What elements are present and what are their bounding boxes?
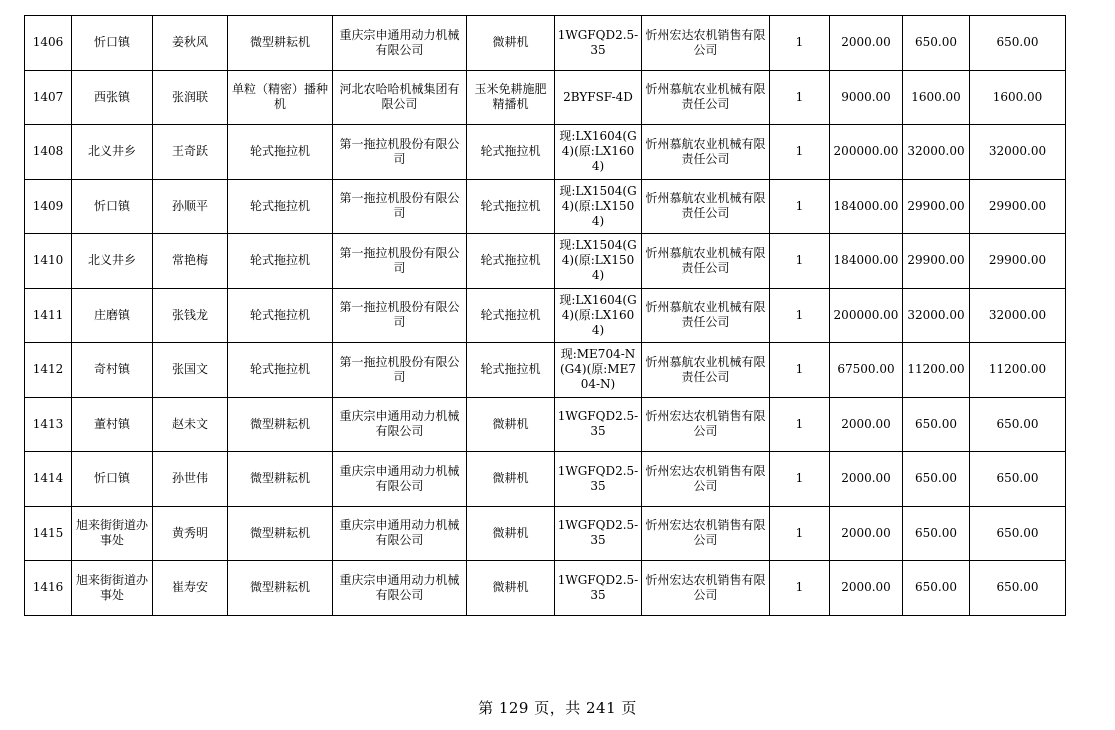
cell-model-number: 1WGFQD2.5-35: [555, 561, 642, 616]
page-footer: 第 129 页，共 241 页: [478, 699, 637, 717]
cell-town: 庄磨镇: [72, 288, 153, 343]
cell-subsidy: 29900.00: [903, 234, 970, 289]
cell-product-name: 轮式拖拉机: [467, 125, 555, 180]
cell-row-number: 1408: [25, 125, 72, 180]
cell-machine-category: 单粒（精密）播种机: [228, 70, 333, 125]
cell-machine-category: 轮式拖拉机: [228, 125, 333, 180]
cell-price: 67500.00: [830, 343, 903, 398]
cell-total-subsidy: 650.00: [970, 506, 1066, 561]
cell-manufacturer: 河北农哈哈机械集团有限公司: [333, 70, 467, 125]
cell-product-name: 微耕机: [467, 16, 555, 71]
cell-subsidy: 650.00: [903, 452, 970, 507]
cell-price: 2000.00: [830, 561, 903, 616]
cell-farmer-name: 孙世伟: [153, 452, 228, 507]
cell-town: 董村镇: [72, 397, 153, 452]
subsidy-table: [24, 15, 1066, 616]
cell-farmer-name: 崔寿安: [153, 561, 228, 616]
cell-product-name: 微耕机: [467, 506, 555, 561]
cell-machine-category: 轮式拖拉机: [228, 234, 333, 289]
cell-row-number: 1416: [25, 561, 72, 616]
cell-total-subsidy: 650.00: [970, 397, 1066, 452]
cell-price: 2000.00: [830, 397, 903, 452]
cell-total-subsidy: 650.00: [970, 452, 1066, 507]
cell-manufacturer: 第一拖拉机股份有限公司: [333, 343, 467, 398]
table-row: [25, 70, 1066, 125]
cell-row-number: 1415: [25, 506, 72, 561]
cell-dealer: 忻州宏达农机销售有限公司: [642, 452, 770, 507]
cell-farmer-name: 张钱龙: [153, 288, 228, 343]
cell-quantity: 1: [770, 179, 830, 234]
cell-subsidy: 650.00: [903, 506, 970, 561]
cell-town: 忻口镇: [72, 16, 153, 71]
cell-row-number: 1406: [25, 16, 72, 71]
cell-machine-category: 轮式拖拉机: [228, 343, 333, 398]
cell-row-number: 1411: [25, 288, 72, 343]
cell-town: 北义井乡: [72, 125, 153, 180]
cell-dealer: 忻州慕航农业机械有限责任公司: [642, 179, 770, 234]
cell-subsidy: 650.00: [903, 397, 970, 452]
cell-farmer-name: 常艳梅: [153, 234, 228, 289]
cell-product-name: 轮式拖拉机: [467, 343, 555, 398]
cell-price: 200000.00: [830, 288, 903, 343]
cell-model-number: 1WGFQD2.5-35: [555, 506, 642, 561]
table-row: [25, 561, 1066, 616]
cell-dealer: 忻州慕航农业机械有限责任公司: [642, 343, 770, 398]
cell-manufacturer: 重庆宗申通用动力机械有限公司: [333, 561, 467, 616]
table-row: [25, 179, 1066, 234]
cell-dealer: 忻州慕航农业机械有限责任公司: [642, 234, 770, 289]
cell-subsidy: 32000.00: [903, 288, 970, 343]
table-row: [25, 343, 1066, 398]
cell-farmer-name: 孙顺平: [153, 179, 228, 234]
cell-quantity: 1: [770, 561, 830, 616]
table-body: [25, 16, 1066, 616]
cell-product-name: 轮式拖拉机: [467, 234, 555, 289]
cell-subsidy: 650.00: [903, 16, 970, 71]
cell-total-subsidy: 11200.00: [970, 343, 1066, 398]
cell-model-number: 1WGFQD2.5-35: [555, 452, 642, 507]
cell-farmer-name: 王奇跃: [153, 125, 228, 180]
cell-town: 旭来街街道办事处: [72, 561, 153, 616]
cell-manufacturer: 第一拖拉机股份有限公司: [333, 125, 467, 180]
cell-dealer: 忻州宏达农机销售有限公司: [642, 561, 770, 616]
cell-quantity: 1: [770, 452, 830, 507]
cell-farmer-name: 张国文: [153, 343, 228, 398]
cell-subsidy: 29900.00: [903, 179, 970, 234]
cell-row-number: 1414: [25, 452, 72, 507]
cell-quantity: 1: [770, 234, 830, 289]
cell-row-number: 1410: [25, 234, 72, 289]
cell-manufacturer: 第一拖拉机股份有限公司: [333, 179, 467, 234]
cell-price: 200000.00: [830, 125, 903, 180]
cell-total-subsidy: 32000.00: [970, 288, 1066, 343]
cell-quantity: 1: [770, 16, 830, 71]
cell-total-subsidy: 1600.00: [970, 70, 1066, 125]
cell-farmer-name: 赵未文: [153, 397, 228, 452]
cell-product-name: 玉米免耕施肥精播机: [467, 70, 555, 125]
cell-machine-category: 微型耕耘机: [228, 506, 333, 561]
cell-subsidy: 1600.00: [903, 70, 970, 125]
table-row: [25, 452, 1066, 507]
cell-quantity: 1: [770, 343, 830, 398]
table-row: [25, 16, 1066, 71]
table-row: [25, 288, 1066, 343]
cell-product-name: 微耕机: [467, 561, 555, 616]
cell-dealer: 忻州慕航农业机械有限责任公司: [642, 70, 770, 125]
cell-row-number: 1412: [25, 343, 72, 398]
cell-manufacturer: 重庆宗申通用动力机械有限公司: [333, 506, 467, 561]
table-row: [25, 125, 1066, 180]
cell-town: 忻口镇: [72, 452, 153, 507]
cell-total-subsidy: 29900.00: [970, 179, 1066, 234]
cell-model-number: 1WGFQD2.5-35: [555, 16, 642, 71]
cell-model-number: 现:ME704-N(G4)(原:ME704-N): [555, 343, 642, 398]
cell-price: 184000.00: [830, 179, 903, 234]
cell-machine-category: 轮式拖拉机: [228, 288, 333, 343]
cell-dealer: 忻州慕航农业机械有限责任公司: [642, 125, 770, 180]
table-row: [25, 234, 1066, 289]
cell-manufacturer: 重庆宗申通用动力机械有限公司: [333, 397, 467, 452]
table-row: [25, 397, 1066, 452]
cell-model-number: 现:LX1604(G4)(原:LX1604): [555, 125, 642, 180]
cell-row-number: 1407: [25, 70, 72, 125]
cell-model-number: 现:LX1504(G4)(原:LX1504): [555, 179, 642, 234]
cell-machine-category: 微型耕耘机: [228, 397, 333, 452]
cell-manufacturer: 重庆宗申通用动力机械有限公司: [333, 16, 467, 71]
cell-price: 2000.00: [830, 506, 903, 561]
cell-dealer: 忻州宏达农机销售有限公司: [642, 16, 770, 71]
table-row: [25, 506, 1066, 561]
cell-model-number: 1WGFQD2.5-35: [555, 397, 642, 452]
cell-machine-category: 微型耕耘机: [228, 16, 333, 71]
cell-dealer: 忻州宏达农机销售有限公司: [642, 397, 770, 452]
cell-row-number: 1413: [25, 397, 72, 452]
cell-manufacturer: 第一拖拉机股份有限公司: [333, 288, 467, 343]
cell-machine-category: 轮式拖拉机: [228, 179, 333, 234]
cell-row-number: 1409: [25, 179, 72, 234]
cell-quantity: 1: [770, 70, 830, 125]
cell-farmer-name: 黄秀明: [153, 506, 228, 561]
cell-manufacturer: 重庆宗申通用动力机械有限公司: [333, 452, 467, 507]
cell-price: 2000.00: [830, 452, 903, 507]
cell-town: 忻口镇: [72, 179, 153, 234]
cell-quantity: 1: [770, 125, 830, 180]
cell-model-number: 2BYFSF-4D: [555, 70, 642, 125]
cell-total-subsidy: 29900.00: [970, 234, 1066, 289]
cell-machine-category: 微型耕耘机: [228, 561, 333, 616]
cell-product-name: 微耕机: [467, 452, 555, 507]
cell-town: 西张镇: [72, 70, 153, 125]
cell-product-name: 微耕机: [467, 397, 555, 452]
cell-subsidy: 32000.00: [903, 125, 970, 180]
cell-total-subsidy: 650.00: [970, 561, 1066, 616]
cell-product-name: 轮式拖拉机: [467, 179, 555, 234]
cell-product-name: 轮式拖拉机: [467, 288, 555, 343]
cell-town: 北义井乡: [72, 234, 153, 289]
cell-quantity: 1: [770, 288, 830, 343]
cell-dealer: 忻州慕航农业机械有限责任公司: [642, 288, 770, 343]
cell-quantity: 1: [770, 397, 830, 452]
cell-total-subsidy: 650.00: [970, 16, 1066, 71]
cell-subsidy: 11200.00: [903, 343, 970, 398]
cell-town: 奇村镇: [72, 343, 153, 398]
cell-town: 旭来街街道办事处: [72, 506, 153, 561]
cell-model-number: 现:LX1604(G4)(原:LX1604): [555, 288, 642, 343]
cell-farmer-name: 姜秋风: [153, 16, 228, 71]
cell-manufacturer: 第一拖拉机股份有限公司: [333, 234, 467, 289]
cell-subsidy: 650.00: [903, 561, 970, 616]
cell-price: 2000.00: [830, 16, 903, 71]
cell-model-number: 现:LX1504(G4)(原:LX1504): [555, 234, 642, 289]
cell-price: 9000.00: [830, 70, 903, 125]
cell-total-subsidy: 32000.00: [970, 125, 1066, 180]
cell-dealer: 忻州宏达农机销售有限公司: [642, 506, 770, 561]
cell-machine-category: 微型耕耘机: [228, 452, 333, 507]
cell-farmer-name: 张润联: [153, 70, 228, 125]
cell-price: 184000.00: [830, 234, 903, 289]
cell-quantity: 1: [770, 506, 830, 561]
